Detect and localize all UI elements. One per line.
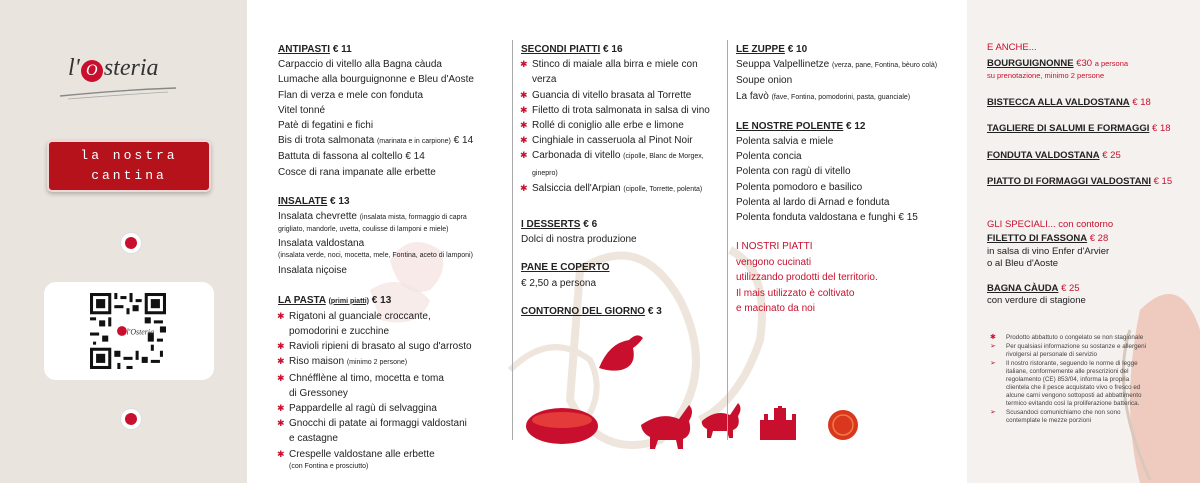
menu-item: Polenta salvia e miele <box>736 136 834 148</box>
star-icon: ✱ <box>520 120 528 131</box>
zuppe-section <box>736 42 951 105</box>
star-icon: ✱ <box>277 403 285 414</box>
menu-item: Vitel tonné <box>278 104 326 116</box>
star-icon: ✱ <box>277 341 285 352</box>
pane-section <box>521 260 721 290</box>
legal-notes <box>990 334 1150 426</box>
menu-item: ✱ Pappardelle al ragù di selvaggina <box>289 401 493 416</box>
menu-item: Soupe onion <box>736 75 793 87</box>
contorno-heading: CONTORNO DEL GIORNO € 3 <box>521 305 662 317</box>
note-line: Il mais utilizzato è coltivato <box>736 287 855 299</box>
osteria-badge-icon <box>120 232 142 254</box>
star-icon: ✱ <box>277 356 285 367</box>
desserts-text: Dolci di nostra produzione <box>521 234 637 246</box>
menu-item: Polenta pomodoro e basilico <box>736 181 863 193</box>
menu-item: Bis di trota salmonata (marinata e in carpione) € 14 <box>278 135 474 147</box>
secondi-heading: SECONDI PIATTI € 16 <box>521 44 623 55</box>
qr-logo-label: l'Osteria <box>126 327 155 337</box>
menu-item-note: grigliato, mandorle, uvetta, coulisse di lamponi e miele) <box>278 226 449 234</box>
red-castle-icon <box>758 406 798 442</box>
osteria-logo: l' O steria <box>68 55 159 81</box>
e-anche-heading: E ANCHE... <box>987 42 1037 53</box>
menu-column-3 <box>736 42 951 317</box>
menu-item: Insalata niçoise <box>278 265 347 277</box>
menu-item-cont: e castagne <box>289 433 338 445</box>
extra-dish: BISTECCA ALLA VALDOSTANA € 18 <box>987 96 1151 108</box>
red-goat-icon <box>633 395 698 450</box>
insalate-heading: INSALATE € 13 <box>278 195 350 207</box>
star-icon: ✱ <box>520 59 528 70</box>
arrow-icon: ➢ <box>990 409 996 416</box>
menu-item: ✱ Ravioli ripieni di brasato al sugo d'arrosto <box>289 339 493 354</box>
extra-dish: TAGLIERE DI SALUMI E FORMAGGI € 18 <box>987 123 1171 134</box>
menu-item: Flan di verza e mele con fonduta <box>278 89 424 101</box>
menu-item-note: (con Fontina e prosciutto) <box>289 462 369 470</box>
secondi-section <box>521 42 721 197</box>
star-icon: ✱ <box>520 182 528 193</box>
menu-item: ✱ Carbonada di vitello (cipolle, Blanc de Morgex, ginepro) <box>520 150 704 177</box>
insalate-section <box>278 194 493 279</box>
star-icon: ✱ <box>520 89 528 100</box>
antipasti-section <box>278 42 493 180</box>
menu-item: Insalata chevrette (insalata mista, formaggio di capra <box>278 211 467 223</box>
polente-heading: LE NOSTRE POLENTE € 12 <box>736 120 866 132</box>
extra-dish: FONDUTA VALDOSTANA € 25 <box>987 149 1121 161</box>
arrow-icon: ➢ <box>990 343 996 350</box>
osteria-badge-icon-2 <box>120 408 142 430</box>
column-divider <box>512 40 513 440</box>
menu-item: Patè di fegatini e fichi <box>278 120 374 132</box>
menu-item-note: (insalata verde, noci, mocetta, mele, Fontina, aceto di lamponi) <box>278 252 473 260</box>
note-line: e macinato da noi <box>736 303 815 315</box>
fassona-desc: o al Bleu d'Aoste <box>987 258 1058 269</box>
menu-item-cont: pomodorini e zucchine <box>289 326 390 338</box>
speciali-heading: GLI SPECIALI... con contorno <box>987 218 1114 230</box>
extra-dish: PIATTO DI FORMAGGI VALDOSTANI € 15 <box>987 176 1173 187</box>
pane-text: € 2,50 a persona <box>521 277 597 289</box>
menu-item: Polenta al lardo di Arnad e fonduta <box>736 196 890 208</box>
nostri-piatti-note <box>736 239 951 317</box>
note-line: utilizzando prodotti del territorio. <box>736 272 878 284</box>
qr-code-icon[interactable] <box>90 292 166 370</box>
desserts-heading: I DESSERTS € 6 <box>521 219 598 231</box>
zuppe-heading: LE ZUPPE € 10 <box>736 44 808 55</box>
menu-item: Carpaccio di vitello alla Bagna càuda <box>278 59 442 71</box>
note-item: ➢ Per qualsiasi informazione su sostanze e allergeni rivolgersi al personale di servizio <box>990 343 1147 358</box>
menu-item: La favò (fave, Fontina, pomodorini, pasta, guanciale) <box>736 90 911 102</box>
menu-item: ✱ Chnéfflène al timo, mocetta e toma <box>289 371 493 386</box>
contorno-section <box>521 304 721 319</box>
arrow-icon: ➢ <box>990 360 996 367</box>
menu-item: Polenta concia <box>736 151 802 163</box>
pasta-heading: LA PASTA (primi piatti) € 13 <box>278 294 392 306</box>
menu-column-1 <box>278 42 493 485</box>
la-nostra-cantina-button[interactable] <box>47 140 211 192</box>
polente-section <box>736 119 951 225</box>
menu-item: ✱ Cinghiale in casseruola al Pinot Noir <box>532 133 721 148</box>
red-goat-icon-2 <box>698 395 746 440</box>
bagna-cauda-desc: con verdure di stagione <box>987 295 1086 306</box>
menu-item: Polenta fonduta valdostana e funghi € 15 <box>736 212 918 224</box>
menu-item: ✱ Riso maison (minimo 2 persone) <box>289 354 493 370</box>
menu-item: ✱ Filetto di trota salmonata in salsa di vino <box>532 103 721 118</box>
menu-item: Polenta con ragù di vitello <box>736 166 851 178</box>
note-line: I NOSTRI PIATTI <box>736 241 813 253</box>
star-icon: ✱ <box>520 104 528 115</box>
menu-item: ✱ Stinco di maiale alla birra e miele con verza <box>520 59 698 86</box>
column-divider <box>727 40 728 440</box>
bourguignonne-note: su prenotazione, minimo 2 persone <box>987 71 1105 80</box>
star-icon: ✱ <box>990 334 996 341</box>
menu-item-cont: di Gressoney <box>289 387 348 399</box>
logo-swoosh <box>58 86 178 100</box>
bagna-cauda-item: BAGNA CÀUDA € 25 <box>987 282 1080 294</box>
fassona-desc: in salsa di vino Enfer d'Arvier <box>987 245 1110 257</box>
note-item: ➢ Scusandoci comunichiamo che non sono contemplate le mezze porzioni <box>990 409 1121 424</box>
fassona-item: FILETTO DI FASSONA € 28 <box>987 233 1109 244</box>
note-item: ➢ Il nostro ristorante, seguendo le norme di legge italiane, conformemente alle prescrizioni del regolamento (CE) 853/04, informa la propria clientela che il pesce acquistato vivo o fresco ed alcune carni vengono sottoposti ad abbattimento termico evitando così la proliferazione batterica. <box>990 360 1142 407</box>
pasta-section <box>278 293 493 471</box>
menu-item: Battuta di fassona al coltello € 14 <box>278 151 425 163</box>
menu-item: ✱ Gnocchi di patate ai formaggi valdostani <box>289 416 493 431</box>
menu-item: ✱ Salsiccia dell'Arpian (cipolle, Torrette, polenta) <box>532 181 721 197</box>
desserts-section <box>521 217 721 247</box>
menu-item: ✱ Rigatoni al guanciale croccante, <box>289 309 493 324</box>
extras-column <box>987 42 1187 308</box>
pane-heading: PANE E COPERTO <box>521 262 610 274</box>
star-icon: ✱ <box>520 150 528 161</box>
menu-item: Seuppa Valpellinetze (verza, pane, Fontina, bèuro colà) <box>736 59 938 71</box>
bourguignonne-item: BOURGUIGNONNE €30 a persona <box>987 57 1129 69</box>
menu-item: Cosce di rana impanate alle erbette <box>278 166 436 178</box>
star-icon: ✱ <box>277 418 285 429</box>
cantina-line2: cantina <box>91 168 167 183</box>
qr-card <box>44 282 214 380</box>
menu-item: ✱ Guancia di vitello brasata al Torrette <box>532 88 721 103</box>
red-bread-icon <box>522 398 602 450</box>
note-line: vengono cucinati <box>736 256 812 268</box>
cantina-line1: la nostra <box>80 148 178 163</box>
menu-item: Insalata valdostana <box>278 238 365 250</box>
red-cheese-icon <box>826 408 860 442</box>
antipasti-heading: ANTIPASTI € 11 <box>278 44 352 55</box>
menu-column-2 <box>521 42 721 319</box>
menu-item: ✱ Rollé di coniglio alle erbe e limone <box>532 118 721 133</box>
star-icon: ✱ <box>520 135 528 146</box>
star-icon: ✱ <box>277 372 285 383</box>
star-icon: ✱ <box>277 310 285 321</box>
star-icon: ✱ <box>277 448 285 459</box>
menu-item: ✱ Crespelle valdostane alle erbette <box>289 447 493 462</box>
red-bird-icon <box>594 328 644 380</box>
note-item: ✱ Prodotto abbattuto o congelato se non stagionale <box>990 334 1144 341</box>
menu-item: Lumache alla bourguignonne e Bleu d'Aoste <box>278 74 474 86</box>
